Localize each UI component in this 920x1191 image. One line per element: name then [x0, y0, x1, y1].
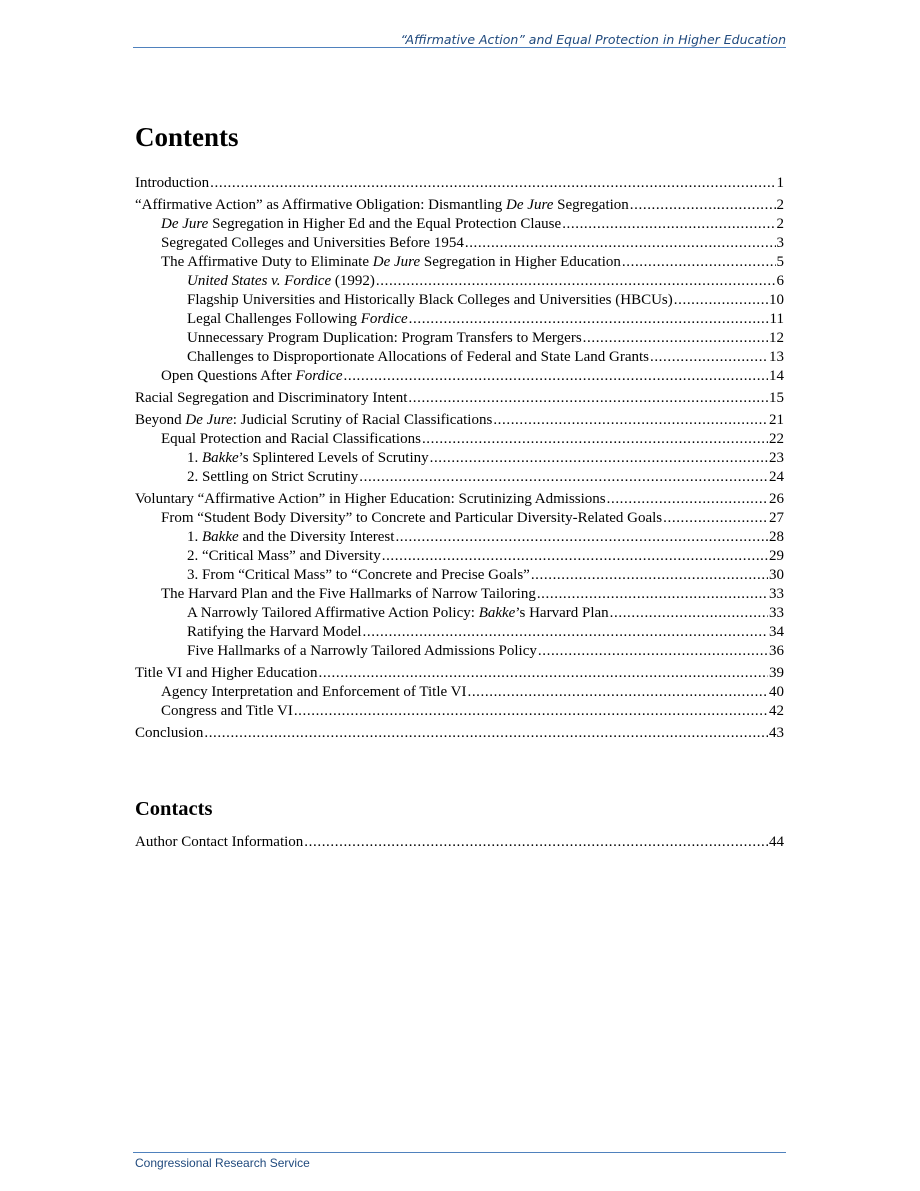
toc-title-run: : Judicial Scrutiny of Racial Classifications	[232, 412, 493, 428]
toc-entry-title	[187, 329, 582, 348]
toc-entry[interactable]	[135, 604, 784, 623]
toc-entry-title	[135, 196, 629, 215]
dot-leader	[344, 367, 769, 386]
toc-page-number: 39	[769, 665, 784, 681]
toc-title-run: Flagship Universities and Historically Black Colleges and Universities (HBCUs)	[187, 292, 673, 308]
dot-leader	[610, 604, 768, 623]
toc-title-run: Racial Segregation and Discriminatory Intent	[135, 390, 408, 406]
toc-entry[interactable]	[135, 253, 784, 272]
toc-title-run: Segregated Colleges and Universities Before 1954	[161, 235, 464, 251]
toc-page-number: 13	[769, 349, 784, 365]
toc-entry-title	[187, 528, 394, 547]
toc-title-run: Ratifying the Harvard Model	[187, 624, 362, 640]
running-header: “Affirmative Action” and Equal Protection in Higher Education	[400, 32, 786, 47]
toc-title-run: Segregation in Higher Education	[420, 254, 621, 270]
toc-title-italic-run: De Jure	[161, 216, 209, 232]
toc-page-number: 23	[769, 450, 784, 466]
contacts-heading: Contacts	[135, 798, 213, 820]
toc-page-number: 42	[769, 703, 784, 719]
dot-leader	[376, 272, 776, 291]
toc-entry[interactable]	[135, 389, 784, 408]
dot-leader	[538, 642, 768, 661]
toc-title-run: A Narrowly Tailored Affirmative Action Policy:	[187, 605, 479, 621]
dot-leader	[493, 411, 768, 430]
toc-entry[interactable]	[135, 642, 784, 661]
dot-leader	[382, 547, 768, 566]
toc-entry[interactable]	[135, 664, 784, 683]
toc-title-italic-run: De Jure	[185, 412, 233, 428]
toc-title-run: Voluntary “Affirmative Action” in Higher Education: Scrutinizing Admissions	[135, 491, 606, 507]
toc-entry[interactable]	[135, 291, 784, 310]
toc-entry-title	[161, 234, 464, 253]
toc-page-number: 30	[769, 567, 784, 583]
toc-entry[interactable]	[135, 174, 784, 193]
toc-title-run: 1.	[187, 529, 202, 545]
toc-page-number: 14	[769, 368, 784, 384]
toc-page-number: 10	[769, 292, 784, 308]
toc-entry-title	[161, 585, 536, 604]
toc-title-run: Legal Challenges Following	[187, 311, 361, 327]
toc-page-number: 33	[769, 586, 784, 602]
toc-entry-title	[161, 683, 466, 702]
toc-title-italic-run: Bakke	[478, 605, 516, 621]
toc-entry[interactable]	[135, 348, 784, 367]
toc-page-number: 11	[769, 311, 784, 327]
toc-entry[interactable]	[135, 566, 784, 585]
toc-page-number: 22	[769, 431, 784, 447]
footer-organization: Congressional Research Service	[135, 1156, 310, 1170]
toc-entry-title	[135, 174, 209, 193]
toc-entry-title	[135, 833, 303, 852]
toc-title-run: and the Diversity Interest	[238, 529, 395, 545]
dot-leader	[650, 348, 768, 367]
toc-entry-title	[161, 215, 561, 234]
toc-entry[interactable]	[135, 310, 784, 329]
toc-title-run: Conclusion	[135, 725, 204, 741]
toc-entry-title	[161, 430, 421, 449]
dot-leader	[409, 310, 769, 329]
dot-leader	[395, 528, 768, 547]
toc-entry-title	[161, 253, 621, 272]
dot-leader	[304, 833, 768, 852]
toc-entry-title	[161, 509, 662, 528]
toc-entry-title	[187, 291, 673, 310]
toc-title-run: 3. From “Critical Mass” to “Concrete and Precise Goals”	[187, 567, 530, 583]
toc-page-number: 36	[769, 643, 784, 659]
toc-title-run: Open Questions After	[161, 368, 296, 384]
toc-entry-title	[187, 604, 609, 623]
toc-entry-title	[135, 724, 203, 743]
toc-entry-title	[187, 623, 362, 642]
toc-page-number: 43	[769, 725, 784, 741]
toc-title-run: Introduction	[135, 175, 210, 191]
toc-title-italic-run: De Jure	[506, 197, 554, 213]
toc-entry-title	[187, 547, 381, 566]
toc-page-number: 21	[769, 412, 784, 428]
toc-page-number: 2	[776, 216, 784, 232]
table-of-contents	[135, 174, 784, 743]
dot-leader	[359, 468, 768, 487]
toc-entry[interactable]	[135, 683, 784, 702]
toc-title-italic-run: United States v. Fordice	[187, 273, 332, 289]
toc-page-number: 12	[769, 330, 784, 346]
toc-entry-title	[187, 642, 537, 661]
toc-entry[interactable]	[135, 490, 784, 509]
toc-page-number: 28	[769, 529, 784, 545]
toc-entry[interactable]	[135, 623, 784, 642]
contacts-list	[135, 833, 784, 852]
toc-entry[interactable]	[135, 702, 784, 721]
toc-title-run: ’s Harvard Plan	[515, 605, 609, 621]
toc-page-number: 34	[769, 624, 784, 640]
toc-title-run: Congress and Title VI	[161, 703, 293, 719]
toc-page-number: 27	[769, 510, 784, 526]
toc-entry-title	[187, 468, 358, 487]
toc-entry-title	[187, 310, 408, 329]
toc-title-run: Segregation	[553, 197, 629, 213]
toc-page-number: 15	[769, 390, 784, 406]
dot-leader	[318, 664, 768, 683]
dot-leader	[363, 623, 768, 642]
toc-entry-title	[135, 389, 407, 408]
toc-entry[interactable]	[135, 272, 784, 291]
toc-title-run: Equal Protection and Racial Classifications	[161, 431, 421, 447]
toc-page-number: 1	[776, 175, 784, 191]
toc-title-run: 1.	[187, 450, 202, 466]
toc-page-number: 24	[769, 469, 784, 485]
dot-leader	[607, 490, 768, 509]
toc-title-run: Segregation in Higher Ed and the Equal Protection Clause	[208, 216, 562, 232]
toc-entry[interactable]	[135, 430, 784, 449]
toc-entry-title	[187, 272, 375, 291]
toc-title-run: Challenges to Disproportionate Allocations of Federal and State Land Grants	[187, 349, 649, 365]
dot-leader	[630, 196, 776, 215]
toc-title-run: The Affirmative Duty to Eliminate	[161, 254, 373, 270]
dot-leader	[537, 585, 768, 604]
toc-entry-title	[161, 367, 343, 386]
toc-title-run: The Harvard Plan and the Five Hallmarks of Narrow Tailoring	[161, 586, 536, 602]
toc-page-number: 40	[769, 684, 784, 700]
toc-entry[interactable]	[135, 411, 784, 430]
dot-leader	[204, 724, 768, 743]
dot-leader	[430, 449, 768, 468]
toc-title-run: Agency Interpretation and Enforcement of Title VI	[161, 684, 467, 700]
toc-page-number: 5	[776, 254, 784, 270]
toc-entry[interactable]	[135, 196, 784, 215]
toc-entry[interactable]	[135, 585, 784, 604]
toc-entry-title	[187, 566, 530, 585]
toc-entry-title	[135, 411, 492, 430]
toc-entry[interactable]	[135, 367, 784, 386]
toc-entry[interactable]	[135, 724, 784, 743]
header-rule	[133, 47, 786, 48]
dot-leader	[663, 509, 768, 528]
dot-leader	[531, 566, 768, 585]
toc-title-run: ’s Splintered Levels of Scrutiny	[238, 450, 429, 466]
dot-leader	[562, 215, 775, 234]
dot-leader	[408, 389, 768, 408]
toc-title-run: Unnecessary Program Duplication: Program Transfers to Mergers	[187, 330, 582, 346]
toc-entry-title	[161, 702, 293, 721]
toc-entry[interactable]	[135, 509, 784, 528]
page-title: Contents	[135, 122, 239, 152]
dot-leader	[674, 291, 768, 310]
toc-page-number: 2	[776, 197, 784, 213]
toc-page-number: 26	[769, 491, 784, 507]
toc-page-number: 33	[769, 605, 784, 621]
dot-leader	[622, 253, 776, 272]
toc-title-run: Beyond	[135, 412, 186, 428]
toc-entry-title	[135, 490, 606, 509]
toc-page-number: 29	[769, 548, 784, 564]
toc-title-run: From “Student Body Diversity” to Concrete and Particular Diversity-Related Goals	[161, 510, 663, 526]
dot-leader	[294, 702, 768, 721]
toc-title-run: 2. “Critical Mass” and Diversity	[187, 548, 381, 564]
toc-entry[interactable]	[135, 528, 784, 547]
toc-entry[interactable]	[135, 449, 784, 468]
dot-leader	[467, 683, 768, 702]
toc-title-run: “Affirmative Action” as Affirmative Obligation: Dismantling	[135, 197, 507, 213]
toc-title-run: 2. Settling on Strict Scrutiny	[187, 469, 359, 485]
toc-title-run: Author Contact Information	[135, 834, 304, 850]
footer-rule	[133, 1152, 786, 1153]
toc-entry[interactable]	[135, 215, 784, 234]
toc-entry[interactable]	[135, 468, 784, 487]
toc-entry[interactable]	[135, 234, 784, 253]
toc-entry[interactable]	[135, 329, 784, 348]
toc-title-italic-run: Bakke	[202, 450, 239, 466]
toc-entry[interactable]	[135, 547, 784, 566]
toc-page-number: 3	[776, 235, 784, 251]
toc-title-italic-run: Fordice	[295, 368, 343, 384]
toc-title-run: Five Hallmarks of a Narrowly Tailored Admissions Policy	[187, 643, 537, 659]
toc-page-number: 44	[769, 834, 784, 850]
dot-leader	[583, 329, 768, 348]
toc-title-run: (1992)	[331, 273, 375, 289]
toc-entry[interactable]	[135, 833, 784, 852]
toc-title-italic-run: De Jure	[372, 254, 421, 270]
dot-leader	[465, 234, 776, 253]
toc-entry-title	[187, 449, 429, 468]
toc-title-italic-run: Bakke	[202, 529, 239, 545]
toc-entry-title	[187, 348, 649, 367]
dot-leader	[210, 174, 775, 193]
toc-title-run: Title VI and Higher Education	[135, 665, 318, 681]
toc-title-italic-run: Fordice	[360, 311, 408, 327]
toc-page-number: 6	[776, 273, 784, 289]
dot-leader	[422, 430, 768, 449]
toc-entry-title	[135, 664, 317, 683]
